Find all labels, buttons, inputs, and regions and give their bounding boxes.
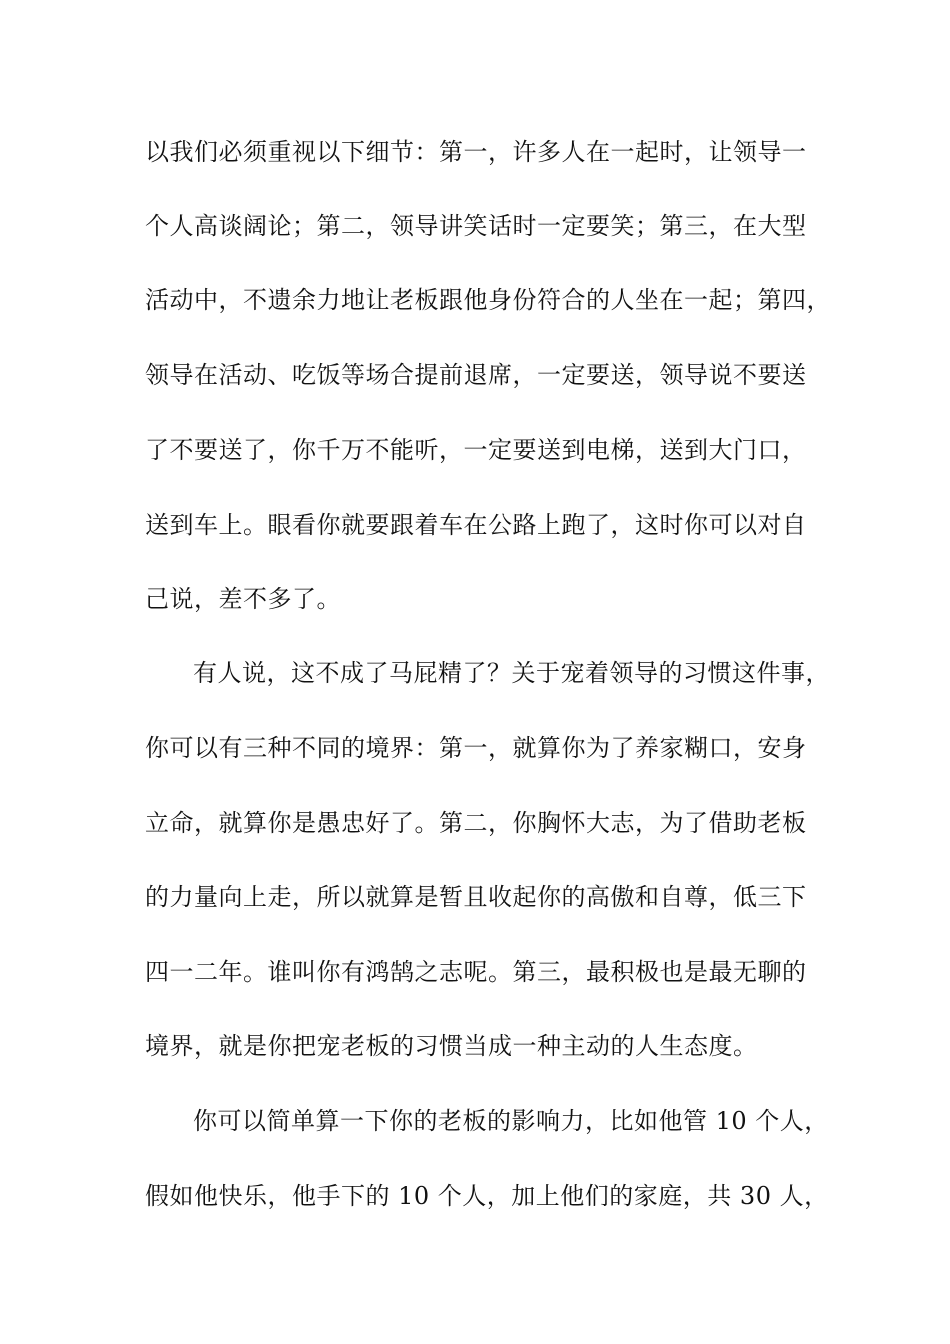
text-line: 的力量向上走，所以就算是暂且收起你的高傲和自尊，低三下 xyxy=(145,883,807,911)
text-line: 四一二年。谁叫你有鸿鹄之志呢。第三，最积极也是最无聊的 xyxy=(145,958,807,986)
text-line: 活动中，不遗余力地让老板跟他身份符合的人坐在一起；第四， xyxy=(145,286,831,314)
text-line: 送到车上。眼看你就要跟着车在公路上跑了，这时你可以对自 xyxy=(145,511,807,539)
paragraph-first-line: 有人说，这不成了马屁精了？关于宠着领导的习惯这件事， xyxy=(193,659,830,687)
text-line: 领导在活动、吃饭等场合提前退席，一定要送，领导说不要送 xyxy=(145,361,807,389)
text-line: 假如他快乐，他手下的 10 个人，加上他们的家庭，共 30 人， xyxy=(145,1182,829,1210)
paragraph-first-line: 你可以简单算一下你的老板的影响力，比如他管 10 个人， xyxy=(193,1107,829,1135)
text-line: 你可以有三种不同的境界：第一，就算你为了养家糊口，安身 xyxy=(145,734,807,762)
text-line: 立命，就算你是愚忠好了。第二，你胸怀大志，为了借助老板 xyxy=(145,809,807,837)
text-line: 以我们必须重视以下细节：第一，许多人在一起时，让领导一 xyxy=(145,138,807,166)
text-line: 己说，差不多了。 xyxy=(145,585,341,613)
text-line: 了不要送了，你千万不能听，一定要送到电梯，送到大门口， xyxy=(145,436,807,464)
text-line: 境界，就是你把宠老板的习惯当成一种主动的人生态度。 xyxy=(145,1032,758,1060)
text-line: 个人高谈阔论；第二，领导讲笑话时一定要笑；第三，在大型 xyxy=(145,212,807,240)
